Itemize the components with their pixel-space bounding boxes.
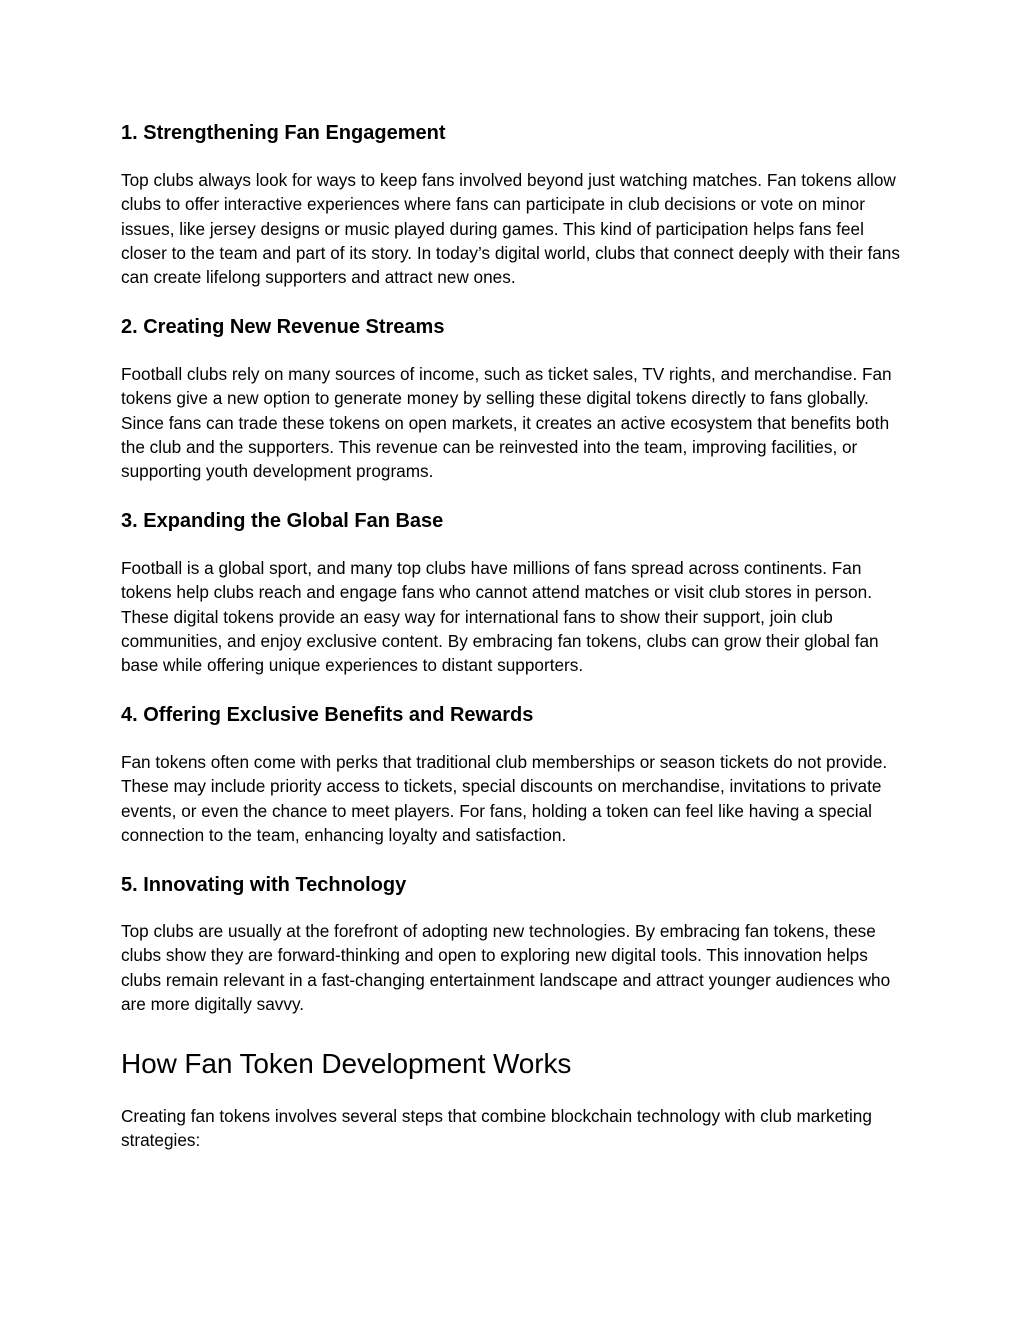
- section-fan-engagement: [121, 120, 911, 289]
- section-exclusive-benefits: [121, 702, 911, 847]
- section-global-fan-base: [121, 508, 911, 677]
- main-heading: How Fan Token Development Works: [121, 1048, 572, 1079]
- section-body: Top clubs are usually at the forefront of adopting new technologies. By embracing fan tokens, these clubs show they are forward-thinking and open to exploring new digital tools. This innovation helps clubs remain relevant in a fast-changing entertainment landscape and attract younger audiences who are more digitally savvy.: [121, 921, 891, 1014]
- section-body: Football is a global sport, and many top clubs have millions of fans spread across continents. Fan tokens help clubs reach and engage fans who cannot attend matches or visit club stores in person. These digital tokens provide an easy way for international fans to show their support, join club communities, and enjoy exclusive content. By embracing fan tokens, clubs can grow their global fan base while offering unique experiences to distant supporters.: [121, 558, 879, 676]
- section-revenue-streams: [121, 314, 911, 483]
- section-heading: 2. Creating New Revenue Streams: [121, 316, 445, 338]
- section-heading: 4. Offering Exclusive Benefits and Rewards: [121, 704, 534, 726]
- section-innovating-technology: [121, 872, 911, 1016]
- section-body: Football clubs rely on many sources of income, such as ticket sales, TV rights, and merchandise. Fan tokens give a new option to generate money by selling these digital tokens directly to fans globally. Since fans can trade these tokens on open markets, it creates an active ecosystem that benefits both the club and the supporters. This revenue can be reinvested into the team, improving facilities, or supporting youth development programs.: [121, 364, 892, 482]
- section-how-it-works: [121, 1047, 911, 1153]
- section-body: Fan tokens often come with perks that traditional club memberships or season tickets do not provide. These may include priority access to tickets, special discounts on merchandise, invitations to private events, or even the chance to meet players. For fans, holding a token can feel like having a special connection to the team, enhancing loyalty and satisfaction.: [121, 752, 888, 845]
- section-heading: 5. Innovating with Technology: [121, 874, 407, 896]
- section-body: Top clubs always look for ways to keep fans involved beyond just watching matches. Fan tokens allow clubs to offer interactive experiences where fans can participate in club decisions or vote on minor issues, like jersey designs or music played during games. This kind of participation helps fans feel closer to the team and part of its story. In today’s digital world, clubs that connect deeply with their fans can create lifelong supporters and attract new ones.: [121, 170, 900, 288]
- intro-paragraph: Creating fan tokens involves several steps that combine blockchain technology with club marketing strategies:: [121, 1106, 872, 1151]
- section-heading: 3. Expanding the Global Fan Base: [121, 510, 444, 532]
- section-heading: 1. Strengthening Fan Engagement: [121, 122, 446, 144]
